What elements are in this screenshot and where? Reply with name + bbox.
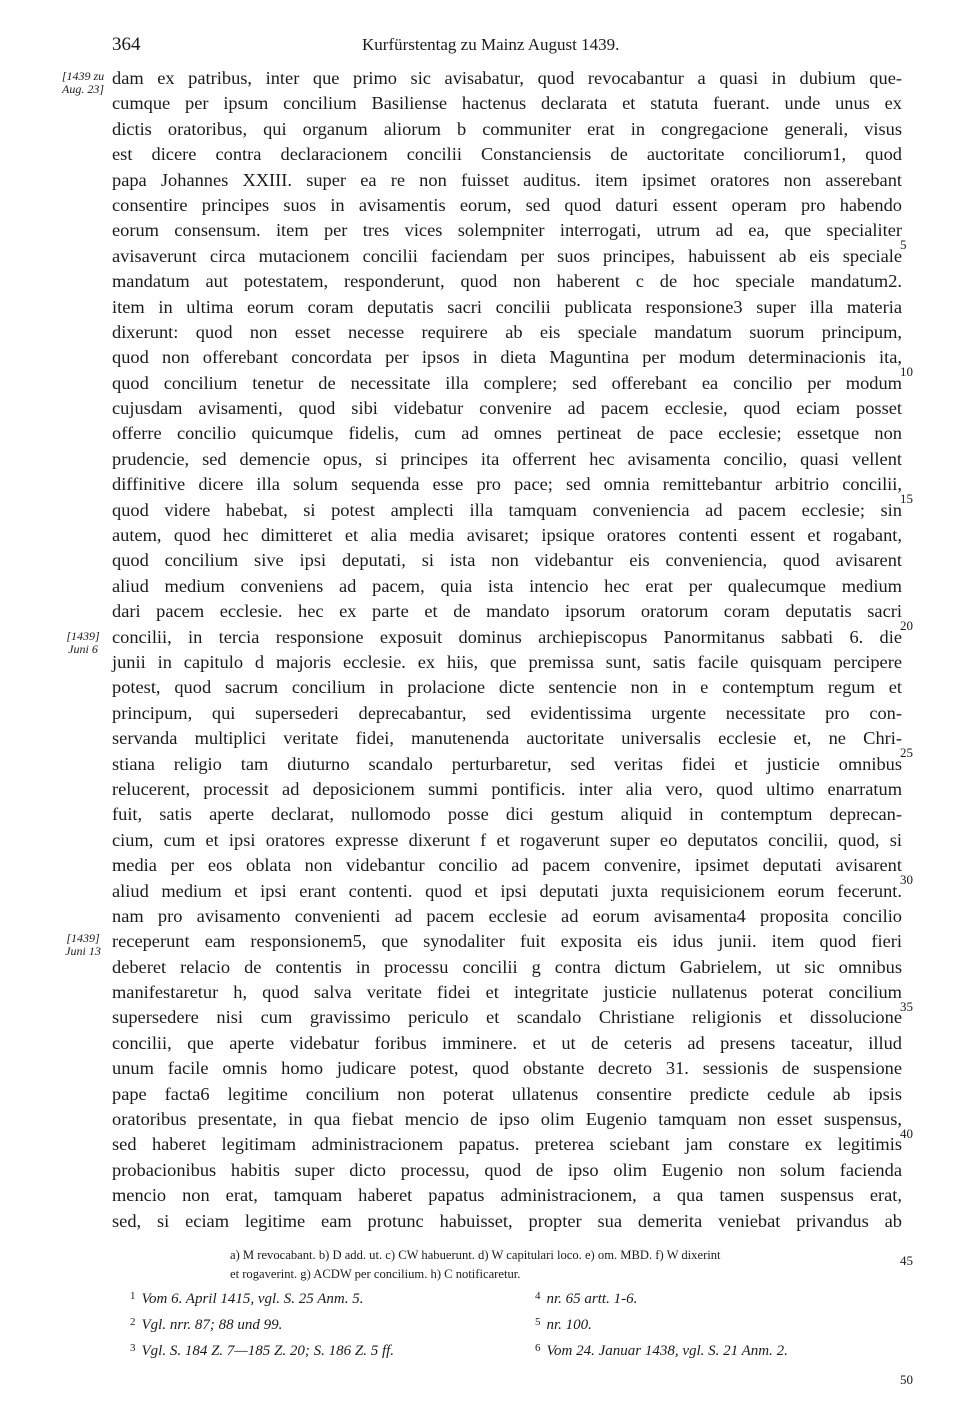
text-line: receperunt eam responsionem5, que synodaliter fuit exposita eis idus junii. item quod fieri (112, 931, 902, 952)
text-line: cium, cum et ipsi oratores expresse dixerunt f et rogaverunt super eo deputatos concilii, quod, si (112, 829, 902, 850)
footnote-text: nr. 100. (546, 1317, 592, 1333)
text-line: quod videre habebat, si potest amplecti illa tamquam conveniencia ad pacem ecclesie; sin (112, 499, 902, 520)
margin-date-note: [1439 zu Aug. 23] (61, 69, 105, 96)
footnote-number: 4 (535, 1290, 541, 1302)
page-header (112, 34, 892, 60)
text-line: aliud medium conveniens ad pacem, quia ista intencio hec erat per qualecumque medium (112, 575, 902, 596)
critical-apparatus (230, 1246, 910, 1284)
text-line: offerre concilio quicumque fidelis, cum ad omnes pertineat de pace ecclesie; essetque non (112, 423, 902, 444)
text-line: prudencie, sed demencie opus, si principes ita offerrent hec avisamenta concilio, quasi vellent (112, 448, 902, 469)
text-line: pape facta6 legitime concilium non poterat ullatenus consentire predicte cedule ab ipsis (112, 1083, 902, 1104)
text-line: quod non offerebant concordata per ipsos in dieta Maguntina per modum determinacionis ita, (112, 347, 902, 368)
footnote-text: Vom 24. Januar 1438, vgl. S. 21 Anm. 2. (546, 1343, 788, 1359)
line-number: 20 (900, 618, 913, 633)
line-number: 10 (900, 364, 913, 379)
text-line: concilii, in tercia responsione exposuit dominus archiepiscopus Panormitanus sabbati 6. die (112, 626, 902, 647)
text-line: sed haberet legitimam administracionem papatus. preterea sciebant jam constare ex legitimis (112, 1134, 902, 1155)
text-line: stiana religio tam diuturno scandalo perturbaretur, sed veritas fidei et justicie omnibus (112, 753, 902, 774)
text-line: concilii, que aperte videbatur foribus imminere. et ut de ceteris ad presens taceatur, illud (112, 1032, 902, 1053)
text-line: dictis oratoribus, qui organum aliorum b communiter erat in congregacione generali, visus (112, 118, 902, 139)
footnote (130, 1316, 282, 1334)
footnote (130, 1342, 394, 1360)
text-line: potest, quod sacrum concilium in prolacione dicte sentencie non in e contemptum regum et (112, 677, 902, 698)
line-number: 45 (900, 1253, 913, 1268)
line-number: 30 (900, 872, 913, 887)
text-line: papa Johannes XXIII. super ea re non fuisset auditus. item ipsimet oratores non asserebant (112, 169, 902, 190)
text-line: nam pro avisamento convenienti ad pacem ecclesie ad eorum avisamenta4 proposita concilio (112, 905, 902, 926)
footnote-number: 3 (130, 1342, 136, 1354)
line-number: 50 (900, 1372, 913, 1387)
text-line: cujusdam avisamenti, quod sibi videbatur convenire ad pacem ecclesie, quod eciam posset (112, 398, 902, 419)
text-line: mencio non erat, tamquam haberet papatus administracionem, a qua tamen suspensus erat, (112, 1185, 902, 1206)
text-line: quod concilium tenetur de necessitate illa complere; sed offerebant ea concilio per modum (112, 372, 902, 393)
apparatus-line: a) M revocabant. b) D add. ut. c) CW habuerunt. d) W capitulari loco. e) om. MBD. f) W dixerint (230, 1248, 721, 1262)
text-line: dixerunt: quod non esset necesse requirere ab eis speciale mandatum suorum principum, (112, 321, 902, 342)
text-line: dam ex patribus, inter que primo sic avisabatur, quod revocabantur a quasi in dubium que- (112, 68, 902, 88)
footnote (130, 1290, 363, 1308)
text-line: servanda multiplici veritate fidei, manutenenda auctoritate universalis ecclesie et, ne Chri- (112, 728, 902, 749)
text-line: manifestaretur h, quod salva veritate fidei et integritate justicie nullatenus poterat concilium (112, 982, 902, 1003)
running-title: Kurfürstentag zu Mainz August 1439. (362, 35, 620, 54)
text-line: probacionibus habitis super dicto processu, quod de ipso olim Eugenio non solum facienda (112, 1159, 902, 1180)
text-line: dari pacem ecclesie. hec ex parte et de mandato ipsorum oratorum coram deputatis sacri (112, 601, 902, 622)
text-line: item in ultima eorum coram deputatis sacri concilii publicata responsione3 super illa materia (112, 296, 902, 317)
footnote-text: Vom 6. April 1415, vgl. S. 25 Anm. 5. (141, 1291, 364, 1307)
main-text (112, 66, 902, 1234)
text-line: mandatum aut potestatem, responderunt, quod non haberent c de hoc speciale mandatum2. (112, 271, 902, 292)
text-line: autem, quod hec dimitteret et alia media avisaret; ipsique oratores contenti essent et rogabant, (112, 525, 902, 546)
text-line: supersedere nisi cum gravissimo periculo et scandalo Christiane religionis et dissolucione (112, 1007, 902, 1028)
footnote-number: 6 (535, 1342, 541, 1354)
line-number: 40 (900, 1126, 913, 1141)
apparatus-line: et rogaverint. g) ACDW per concilium. h) C notificaretur. (230, 1267, 521, 1281)
text-line: quod concilium sive ipsi deputati, si ista non videbantur eis conveniencia, quod avisarent (112, 550, 902, 571)
text-line: oratoribus presentate, in qua fiebat mencio de ipso olim Eugenio tamquam non esset suspensus, (112, 1109, 902, 1130)
text-line: aliud medium et ipsi erant contenti. quod et ipsi deputati juxta requisicionem eorum fecerunt. (112, 880, 902, 901)
line-number: 35 (900, 999, 913, 1014)
footnote-number: 1 (130, 1290, 136, 1302)
page-number: 364 (112, 34, 141, 55)
footnote (535, 1316, 592, 1334)
text-line: media per eos oblata non videbantur concilio ad pacem convenire, ipsimet deputati avisarent (112, 855, 902, 876)
footnote (535, 1290, 637, 1308)
text-line: fuit, satis aperte declarat, nullomodo posse dici gestum aliquid in contemptum deprecan- (112, 804, 902, 825)
footnote-number: 2 (130, 1316, 136, 1328)
margin-date-note: [1439] Juni 6 (66, 629, 100, 656)
text-line: eorum consensum. item per tres vices solempniter interrogati, utrum ad ea, que specialiter (112, 220, 902, 241)
footnote-text: nr. 65 artt. 1-6. (546, 1291, 638, 1307)
text-line: unum facile omnis homo judicare potest, quod obstante decreto 31. sessionis de suspensione (112, 1058, 902, 1079)
text-line: cumque per ipsum concilium Basiliense hactenus declarata et statuta fuerant. unde unus ex (112, 93, 902, 114)
text-line: sed, si eciam legitime eam protunc habuisset, propter sua demerita veniebat privandus ab (112, 1210, 902, 1231)
text-line: avisaverunt circa mutacionem concilii faciendam per suos principes, habuissent ab eis speciale (112, 245, 902, 266)
text-line: consentire principes suos in avisamentis eorum, sed quod daturi essent operam pro habendo (112, 194, 902, 215)
text-line: deberet relacio de contentis in processu concilii g contra dictum Gabrielem, ut sic omnibus (112, 956, 902, 977)
line-number: 25 (900, 745, 913, 760)
text-line: junii in capitulo d majoris ecclesie. ex hiis, que premissa sunt, satis facile quisquam percipere (112, 651, 902, 672)
footnote-text: Vgl. nrr. 87; 88 und 99. (141, 1317, 283, 1333)
footnote-number: 5 (535, 1316, 541, 1328)
footnote-text: Vgl. S. 184 Z. 7—185 Z. 20; S. 186 Z. 5 ff. (141, 1343, 395, 1359)
text-line: relucerent, processit ad deposicionem summi pontificis. inter alia vero, quod ultimo enarratum (112, 778, 902, 799)
margin-date-note: [1439] Juni 13 (65, 931, 101, 958)
line-number: 15 (900, 491, 913, 506)
text-line: principum, qui supersederi deprecabantur, sed evidentissima urgente necessitate pro con- (112, 702, 902, 723)
text-line: est dicere contra declaracionem concilii Constanciensis de auctoritate conciliorum1, quod (112, 144, 902, 165)
footnote (535, 1342, 788, 1360)
text-line: diffinitive dicere illa solum sequenda esse pro pace; sed omnia remittebantur arbitrio concilii, (112, 474, 902, 495)
line-number: 5 (900, 237, 907, 252)
